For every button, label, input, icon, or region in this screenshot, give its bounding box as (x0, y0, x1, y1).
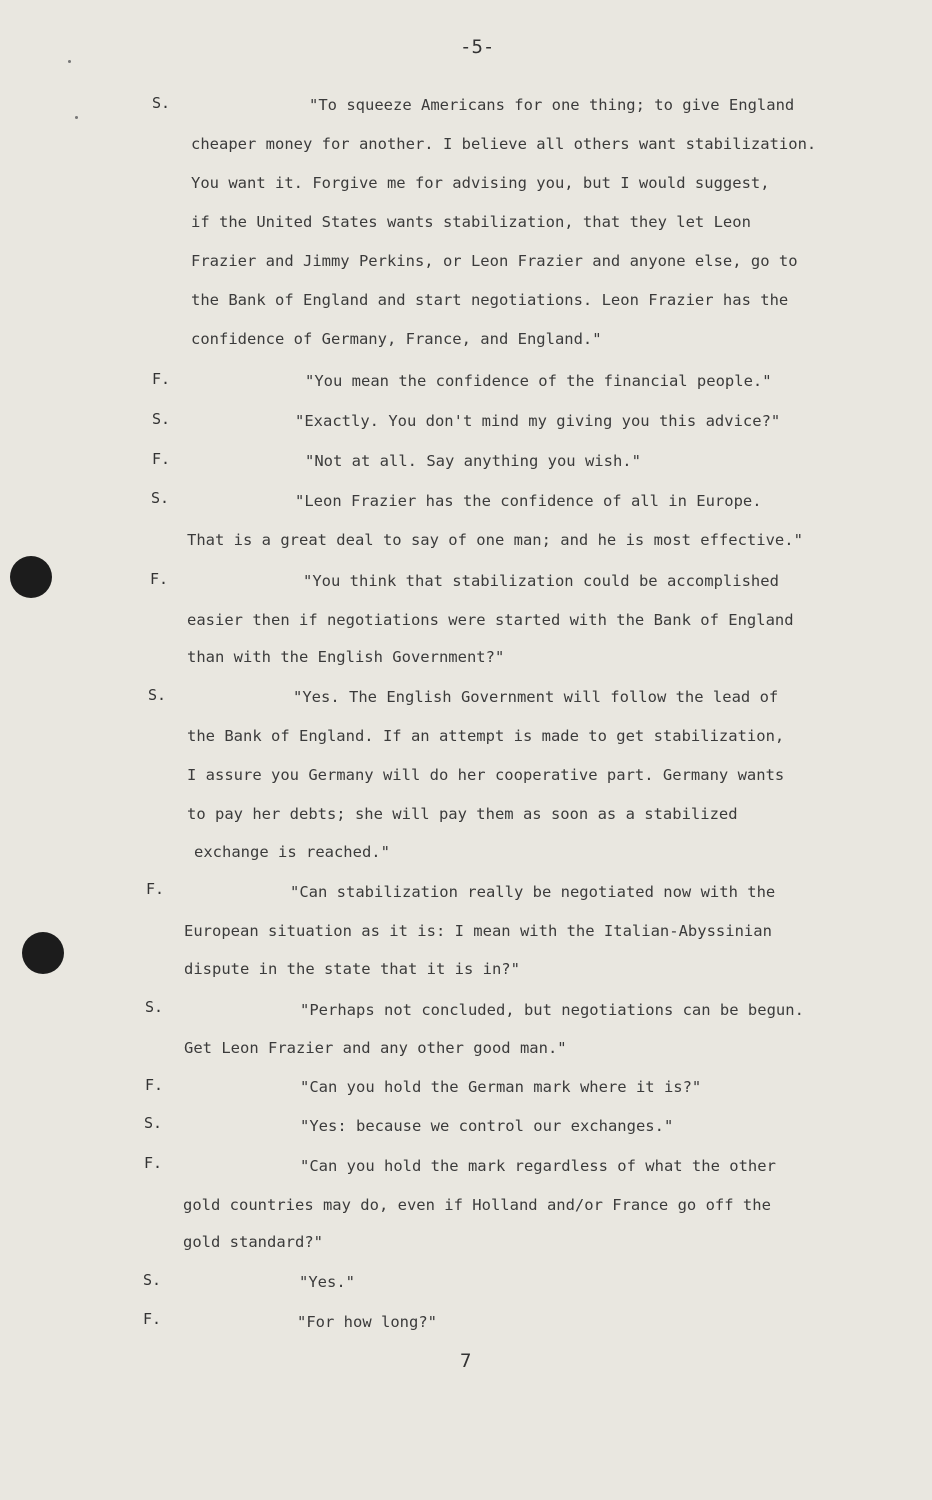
page-number-top: -5- (460, 36, 495, 58)
transcript-line: Get Leon Frazier and any other good man." (184, 1039, 567, 1057)
paper-speck (68, 60, 71, 63)
speaker-label: F. (143, 1310, 162, 1328)
speaker-label: F. (150, 570, 169, 588)
speaker-label: F. (152, 450, 171, 468)
speaker-label: S. (152, 94, 171, 112)
transcript-line: "Perhaps not concluded, but negotiations can be begun. (300, 1001, 804, 1019)
transcript-line: easier then if negotiations were started with the Bank of England (187, 611, 794, 629)
punch-hole (10, 556, 52, 598)
transcript-line: the Bank of England and start negotiations. Leon Frazier has the (191, 291, 789, 309)
transcript-line: gold countries may do, even if Holland and/or France go off the (183, 1196, 771, 1214)
speaker-label: F. (144, 1154, 163, 1172)
speaker-label: F. (152, 370, 171, 388)
transcript-line: "Can you hold the mark regardless of what the other (300, 1157, 776, 1175)
transcript-line: to pay her debts; she will pay them as soon as a stabilized (187, 805, 738, 823)
transcript-line: "You mean the confidence of the financial people." (305, 372, 772, 390)
speaker-label: F. (145, 1076, 164, 1094)
transcript-line: "Exactly. You don't mind my giving you this advice?" (295, 412, 781, 430)
transcript-line: "For how long?" (297, 1313, 437, 1331)
transcript-line: "Leon Frazier has the confidence of all in Europe. (295, 492, 762, 510)
transcript-line: "Yes." (299, 1273, 355, 1291)
transcript-line: than with the English Government?" (187, 648, 505, 666)
transcript-line: "Yes. The English Government will follow the lead of (293, 688, 779, 706)
speaker-label: F. (146, 880, 165, 898)
transcript-line: That is a great deal to say of one man; and he is most effective." (187, 531, 803, 549)
speaker-label: S. (145, 998, 164, 1016)
punch-hole (22, 932, 64, 974)
page-number-bottom: 7 (460, 1350, 472, 1372)
transcript-line: gold standard?" (183, 1233, 323, 1251)
speaker-label: S. (151, 489, 170, 507)
transcript-line: exchange is reached." (194, 843, 390, 861)
transcript-line: dispute in the state that it is in?" (184, 960, 520, 978)
transcript-line: I assure you Germany will do her cooperative part. Germany wants (187, 766, 785, 784)
transcript-line: the Bank of England. If an attempt is made to get stabilization, (187, 727, 785, 745)
transcript-line: if the United States wants stabilization, that they let Leon (191, 213, 751, 231)
paper-speck (75, 116, 78, 119)
transcript-line: "Can you hold the German mark where it is?" (300, 1078, 702, 1096)
speaker-label: S. (144, 1114, 163, 1132)
speaker-label: S. (148, 686, 167, 704)
transcript-line: "Yes: because we control our exchanges." (300, 1117, 674, 1135)
transcript-line: "Not at all. Say anything you wish." (305, 452, 641, 470)
speaker-label: S. (143, 1271, 162, 1289)
transcript-line: You want it. Forgive me for advising you, but I would suggest, (191, 174, 770, 192)
transcript-line: "To squeeze Americans for one thing; to give England (309, 96, 795, 114)
transcript-line: "You think that stabilization could be accomplished (303, 572, 779, 590)
transcript-line: "Can stabilization really be negotiated now with the (290, 883, 776, 901)
transcript-line: Frazier and Jimmy Perkins, or Leon Frazier and anyone else, go to (191, 252, 798, 270)
speaker-label: S. (152, 410, 171, 428)
transcript-line: European situation as it is: I mean with the Italian-Abyssinian (184, 922, 772, 940)
transcript-line: cheaper money for another. I believe all others want stabilization. (191, 135, 817, 153)
transcript-line: confidence of Germany, France, and England." (191, 330, 602, 348)
